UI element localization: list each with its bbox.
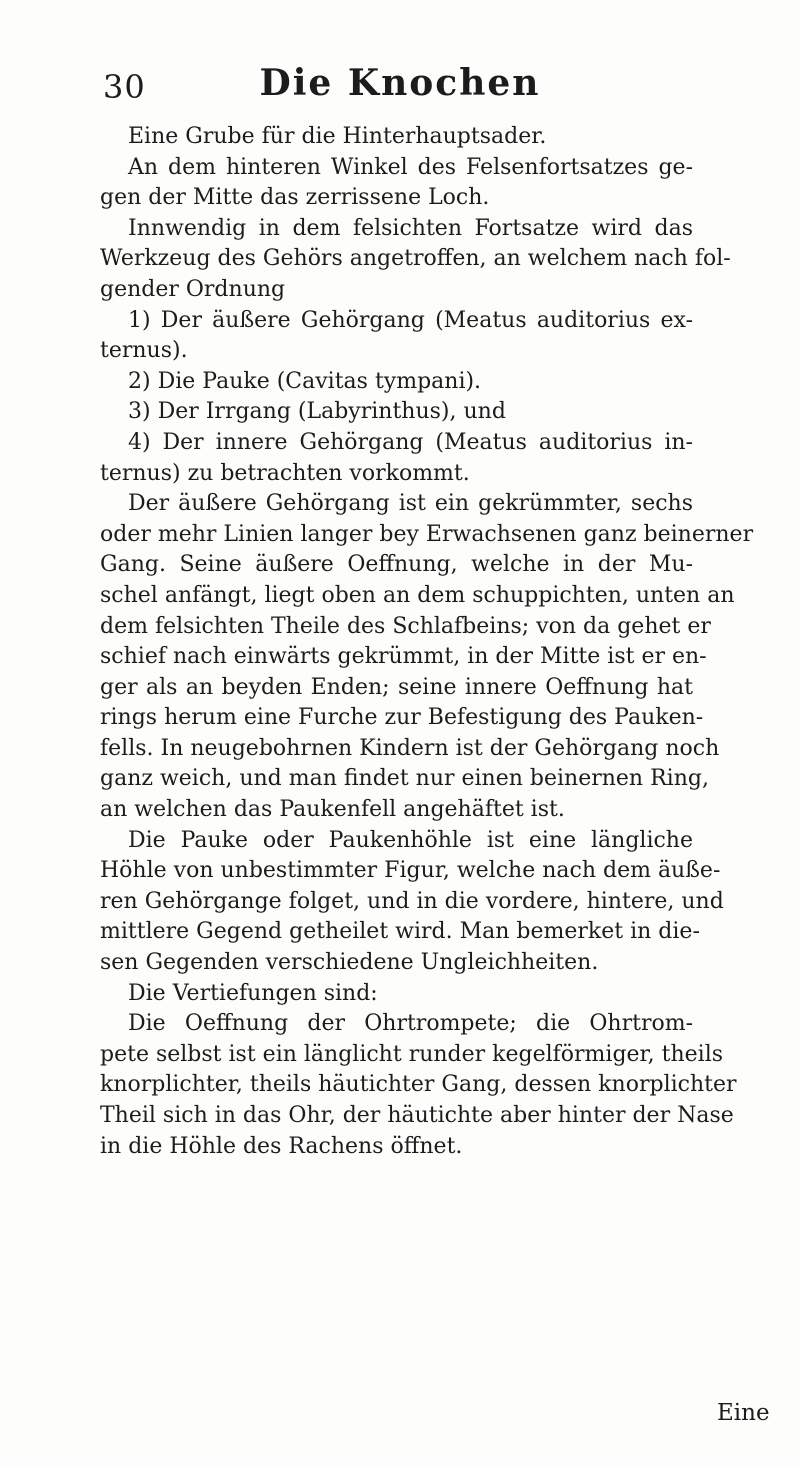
text-line: sen Gegenden verschiedene Ungleichheiten. xyxy=(100,950,599,976)
text-line: Eine Grube für die Hinterhauptsader. xyxy=(128,124,547,149)
page-number: 30 xyxy=(103,68,146,106)
text-line: Gang. Seine äußere Oeffnung, welche in der Mu- xyxy=(100,552,693,578)
text-line: schel anfängt, liegt oben an dem schuppichten, unten an xyxy=(100,582,735,608)
text-line: An dem hinteren Winkel des Felsenfortsatzes ge- xyxy=(128,154,693,180)
text-line: ganz weich, und man findet nur einen beinernen Ring, xyxy=(100,766,709,792)
text-line: Höhle von unbestimmter Figur, welche nach dem äuße- xyxy=(100,858,721,884)
text-line: gender Ordnung xyxy=(100,276,286,302)
text-line: 2) Die Pauke (Cavitas tympani). xyxy=(128,368,482,394)
text-line: ternus). xyxy=(100,338,188,364)
text-line: fells. In neugebohrnen Kindern ist der Gehörgang noch xyxy=(100,735,720,761)
catchword: Eine xyxy=(717,1400,770,1426)
text-line: Die Vertiefungen sind: xyxy=(128,980,378,1006)
text-line: Der äußere Gehörgang ist ein gekrümmter, sechs xyxy=(128,491,693,517)
text-line: Theil sich in das Ohr, der häutichte aber hinter der Nase xyxy=(100,1103,734,1128)
text-line: Innwendig in dem felsichten Fortsatze wird das xyxy=(128,215,693,241)
text-line: pete selbst ist ein länglicht runder kegelförmiger, theils xyxy=(100,1041,724,1067)
running-title: Die Knochen xyxy=(259,62,541,104)
body-text xyxy=(100,122,754,1162)
text-line: 4) Der innere Gehörgang (Meatus auditorius in- xyxy=(128,429,693,455)
text-line: Werkzeug des Gehörs angetroffen, an welchem nach fol- xyxy=(100,246,731,272)
text-line: 1) Der äußere Gehörgang (Meatus auditorius ex- xyxy=(128,307,693,333)
text-line: mittlere Gegend getheilet wird. Man bemerket in die- xyxy=(100,919,700,945)
text-line: an welchen das Paukenfell angehäftet ist. xyxy=(100,797,565,823)
text-line: knorplichter, theils häutichter Gang, dessen knorplichter xyxy=(100,1072,737,1098)
text-line: rings herum eine Furche zur Befestigung des Pauken- xyxy=(100,705,704,731)
text-line: ger als an beyden Enden; seine innere Oeffnung hat xyxy=(100,674,693,700)
text-line: ren Gehörgange folget, und in die vordere, hintere, und xyxy=(100,888,724,914)
text-line: Die Oeffnung der Ohrtrompete; die Ohrtrom- xyxy=(128,1011,693,1037)
text-line: dem felsichten Theile des Schlafbeins; von da gehet er xyxy=(100,613,711,639)
text-line: in die Höhle des Rachens öffnet. xyxy=(100,1133,463,1159)
text-line: ternus) zu betrachten vorkommt. xyxy=(100,460,470,486)
text-line: oder mehr Linien langer bey Erwachsenen ganz beinerner xyxy=(100,521,754,547)
text-line: gen der Mitte das zerrissene Loch. xyxy=(100,185,490,211)
text-line: 3) Der Irrgang (Labyrinthus), und xyxy=(128,399,506,425)
text-line: Die Pauke oder Paukenhöhle ist eine längliche xyxy=(128,827,693,853)
text-line: schief nach einwärts gekrümmt, in der Mitte ist er en- xyxy=(100,644,707,670)
